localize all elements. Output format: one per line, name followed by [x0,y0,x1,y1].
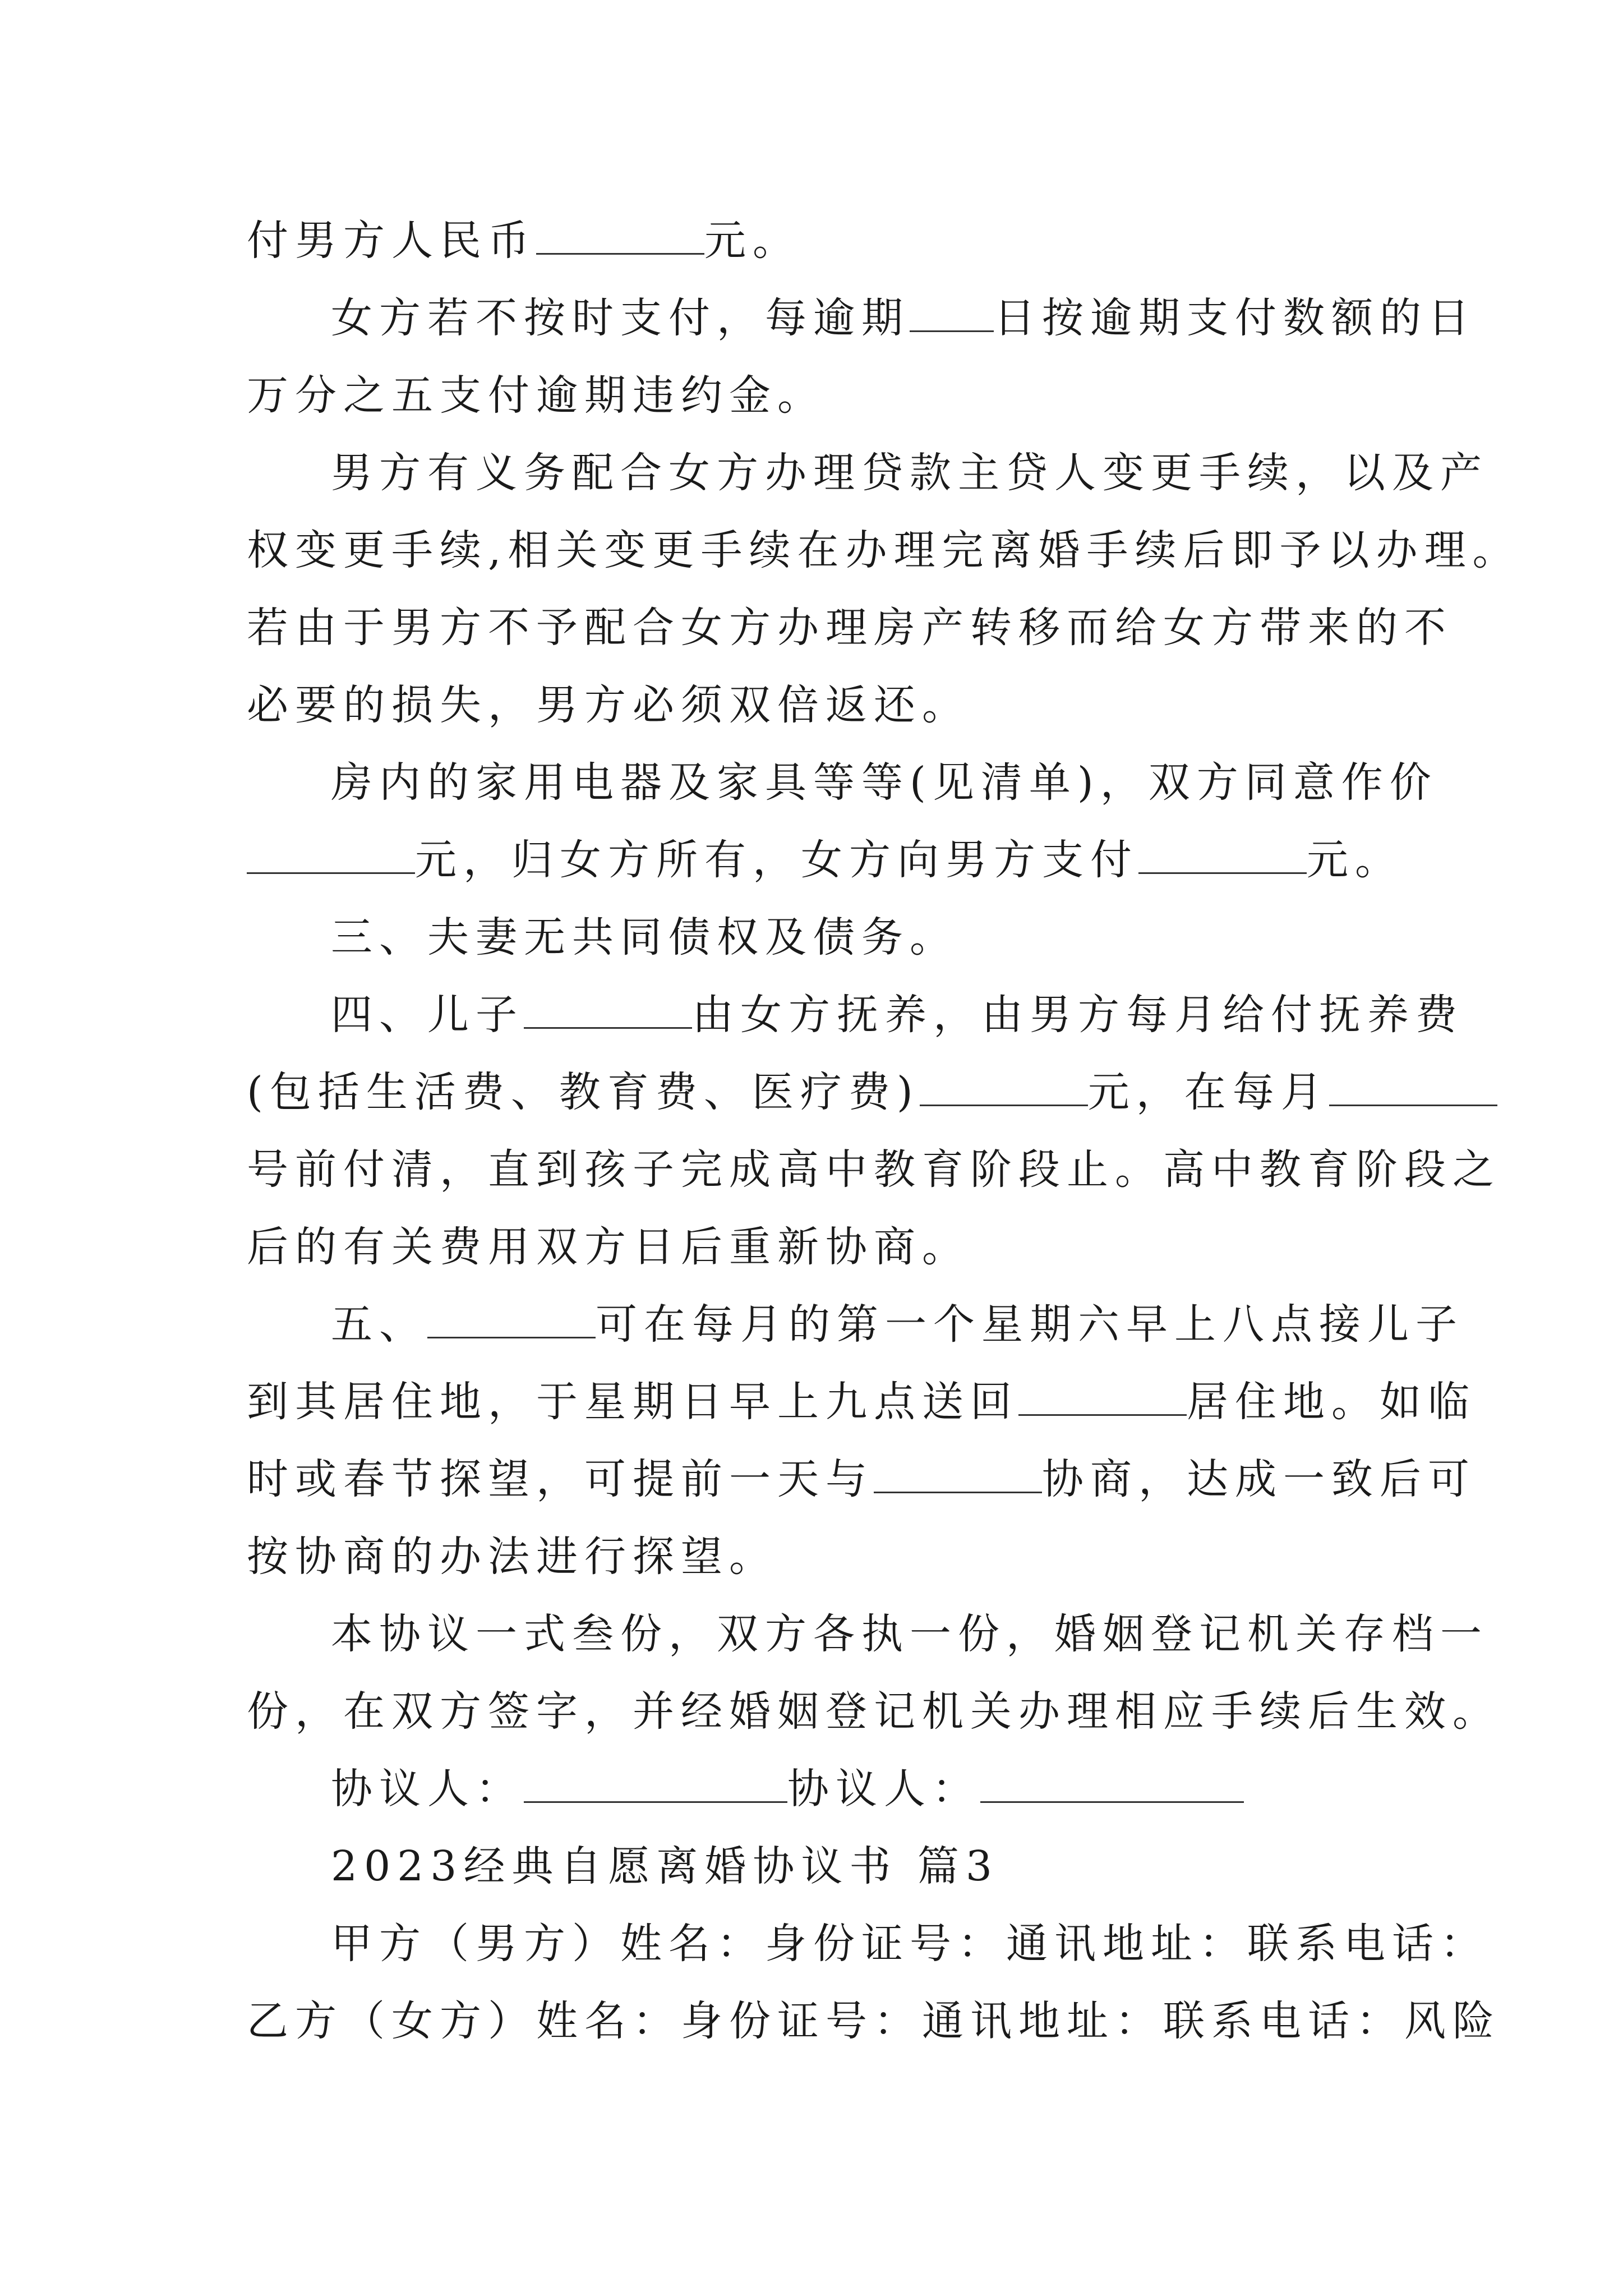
paragraph-1-line-1 [247,202,1391,279]
fill-blank [524,988,692,1029]
signature-label: 协议人： [331,1765,524,1813]
text-segment: 由女方抚养，由男方每月给付抚养费 [692,991,1464,1039]
paragraph-6-line-3: 号前付清，直到孩子完成高中教育阶段止。高中教育阶段之 [247,1145,1501,1194]
fill-blank [427,1297,596,1338]
signature-label: 协议人： [787,1765,980,1813]
paragraph-4-line-1: 房内的家用电器及家具等等(见清单)，双方同意作价 [331,758,1438,807]
paragraph-9-line-2: 乙方（女方）姓名：身份证号：通讯地址：联系电话：风险 [247,1997,1501,2045]
paragraph-7-line-4: 按协商的办法进行探望。 [247,1533,777,1581]
text-segment: 付男方人民币 [247,217,536,265]
fill-blank [1018,1375,1187,1416]
fill-blank [910,291,994,332]
paragraph-2-line-1 [247,279,1476,357]
text-segment: 四、儿子 [331,991,524,1039]
fill-blank [1138,833,1307,874]
text-segment: 元。 [704,217,801,265]
text-segment: 元，在每月 [1087,1068,1329,1116]
text-segment: 时或春节探望，可提前一天与 [247,1455,874,1503]
paragraph-8-line-2: 份，在双方签字，并经婚姻登记机关办理相应手续后生效。 [247,1687,1501,1736]
paragraph-3-line-2: 权变更手续,相关变更手续在办理完离婚手续后即予以办理。 [247,526,1521,574]
paragraph-6-line-4: 后的有关费用双方日后重新协商。 [247,1223,970,1271]
paragraph-3-line-1: 男方有义务配合女方办理贷款主贷人变更手续，以及产 [331,449,1488,497]
text-segment: 元。 [1307,836,1403,884]
fill-blank [874,1452,1042,1493]
paragraph-4-line-2 [247,821,1403,899]
fill-blank [920,1065,1088,1106]
fill-blank [1329,1065,1497,1106]
text-segment: 元，归女方所有，女方向男方支付 [415,836,1138,884]
paragraph-9-line-1: 甲方（男方）姓名：身份证号：通讯地址：联系电话： [331,1920,1488,1968]
paragraph-3-line-3: 若由于男方不予配合女方办理房产转移而给女方带来的不 [247,604,1453,652]
section-title: 2023经典自愿离婚协议书 篇3 [331,1842,999,1890]
signature-blank [980,1762,1244,1803]
paragraph-5-line-1: 三、夫妻无共同债权及债务。 [331,913,958,961]
text-segment: 五、 [331,1300,427,1349]
paragraph-2-line-2: 万分之五支付逾期违约金。 [247,371,826,420]
text-segment: (包括生活费、教育费、医疗费) [247,1068,920,1116]
text-segment: 可在每月的第一个星期六早上八点接儿子 [596,1300,1464,1349]
text-segment: 女方若不按时支付，每逾期 [331,294,910,342]
paragraph-7-line-3 [247,1441,1476,1518]
paragraph-7-line-1 [247,1286,1464,1363]
text-segment: 日按逾期支付数额的日 [994,294,1476,342]
text-segment: 协商，达成一致后可 [1042,1455,1476,1503]
paragraph-6-line-1 [247,976,1464,1053]
paragraph-3-line-4: 必要的损失，男方必须双倍返还。 [247,681,970,729]
paragraph-6-line-2 [247,1053,1391,1131]
document-body [247,202,1521,2060]
fill-blank [247,833,415,874]
text-segment: 居住地。如临 [1187,1378,1476,1426]
paragraph-8-line-1: 本协议一式叁份，双方各执一份，婚姻登记机关存档一 [331,1610,1488,1658]
fill-blank [536,214,704,255]
text-segment: 到其居住地，于星期日早上九点送回 [247,1378,1018,1426]
signature-blank [524,1762,787,1803]
signature-line [247,1750,1391,1828]
paragraph-7-line-2 [247,1363,1476,1441]
